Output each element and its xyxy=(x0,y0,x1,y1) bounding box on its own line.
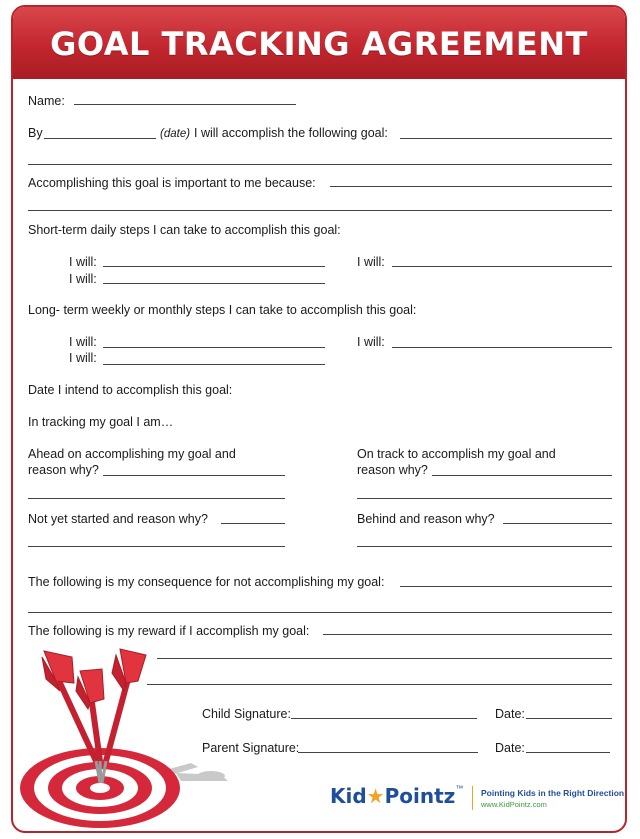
logo-kid-text: Kid xyxy=(330,784,367,808)
long-term-i-will-3: I will: xyxy=(357,335,385,349)
important-field[interactable] xyxy=(330,186,612,187)
long-term-field-2[interactable] xyxy=(103,364,325,365)
behind-field-2[interactable] xyxy=(357,546,612,547)
target-darts-illustration xyxy=(16,643,241,831)
behind-label: Behind and reason why? xyxy=(357,512,495,526)
important-field-line-2[interactable] xyxy=(28,210,612,211)
tracking-label: In tracking my goal I am… xyxy=(28,415,174,429)
short-term-i-will-1: I will: xyxy=(69,255,97,269)
child-signature-field[interactable] xyxy=(291,718,477,719)
on-track-reason-field-2[interactable] xyxy=(357,498,612,499)
reward-label: The following is my reward if I accomplish my goal: xyxy=(28,624,310,638)
long-term-field-1[interactable] xyxy=(103,347,325,348)
short-term-i-will-3: I will: xyxy=(357,255,385,269)
logo-divider xyxy=(472,786,473,810)
child-date-field[interactable] xyxy=(526,718,612,719)
parent-signature-label: Parent Signature: xyxy=(202,741,300,755)
date-hint: (date) xyxy=(160,128,191,140)
page-title: GOAL TRACKING AGREEMENT xyxy=(50,25,588,63)
not-started-label: Not yet started and reason why? xyxy=(28,512,208,526)
by-date-field[interactable] xyxy=(44,138,156,139)
logo-pointz-text: Pointz xyxy=(384,784,456,808)
name-label: Name: xyxy=(28,94,65,108)
short-term-field-1[interactable] xyxy=(103,266,325,267)
dart-flights xyxy=(42,649,146,709)
goal-field[interactable] xyxy=(400,138,612,139)
not-started-field[interactable] xyxy=(221,523,285,524)
title-banner xyxy=(13,7,625,79)
long-term-i-will-1: I will: xyxy=(69,335,97,349)
parent-date-label: Date: xyxy=(495,741,525,755)
long-term-i-will-2: I will: xyxy=(69,351,97,365)
important-label: Accomplishing this goal is important to me because: xyxy=(28,176,316,190)
parent-date-field[interactable] xyxy=(526,752,610,753)
consequence-field-2[interactable] xyxy=(28,612,612,613)
ahead-reason-label: reason why? xyxy=(28,463,99,477)
parent-signature-field[interactable] xyxy=(298,752,478,753)
ahead-label: Ahead on accomplishing my goal and xyxy=(28,447,236,461)
short-term-label: Short-term daily steps I can take to accomplish this goal: xyxy=(28,223,341,237)
by-label: By xyxy=(28,126,43,140)
name-field[interactable] xyxy=(74,104,296,105)
kidpointz-logo xyxy=(330,784,463,808)
date-intend-label: Date I intend to accomplish this goal: xyxy=(28,383,233,397)
on-track-label: On track to accomplish my goal and xyxy=(357,447,556,461)
short-term-i-will-2: I will: xyxy=(69,272,97,286)
on-track-reason-label: reason why? xyxy=(357,463,428,477)
on-track-reason-field[interactable] xyxy=(432,475,612,476)
child-signature-label: Child Signature: xyxy=(202,707,291,721)
short-term-field-2[interactable] xyxy=(103,283,325,284)
short-term-field-3[interactable] xyxy=(392,266,612,267)
not-started-field-2[interactable] xyxy=(28,546,285,547)
goal-field-line-2[interactable] xyxy=(28,164,612,165)
child-date-label: Date: xyxy=(495,707,525,721)
will-accomplish-label: I will accomplish the following goal: xyxy=(194,126,388,140)
brand-tagline: Pointing Kids in the Right Direction xyxy=(481,788,625,798)
consequence-label: The following is my consequence for not accomplishing my goal: xyxy=(28,575,385,589)
logo-trademark: ™ xyxy=(455,784,464,793)
long-term-label: Long- term weekly or monthly steps I can take to accomplish this goal: xyxy=(28,303,417,317)
ahead-reason-field-2[interactable] xyxy=(28,498,285,499)
long-term-field-3[interactable] xyxy=(392,347,612,348)
star-icon: ★ xyxy=(366,784,385,808)
behind-field[interactable] xyxy=(503,523,612,524)
brand-url[interactable]: www.KidPointz.com xyxy=(481,800,547,809)
ahead-reason-field[interactable] xyxy=(103,475,285,476)
reward-field[interactable] xyxy=(323,634,612,635)
consequence-field[interactable] xyxy=(400,586,612,587)
